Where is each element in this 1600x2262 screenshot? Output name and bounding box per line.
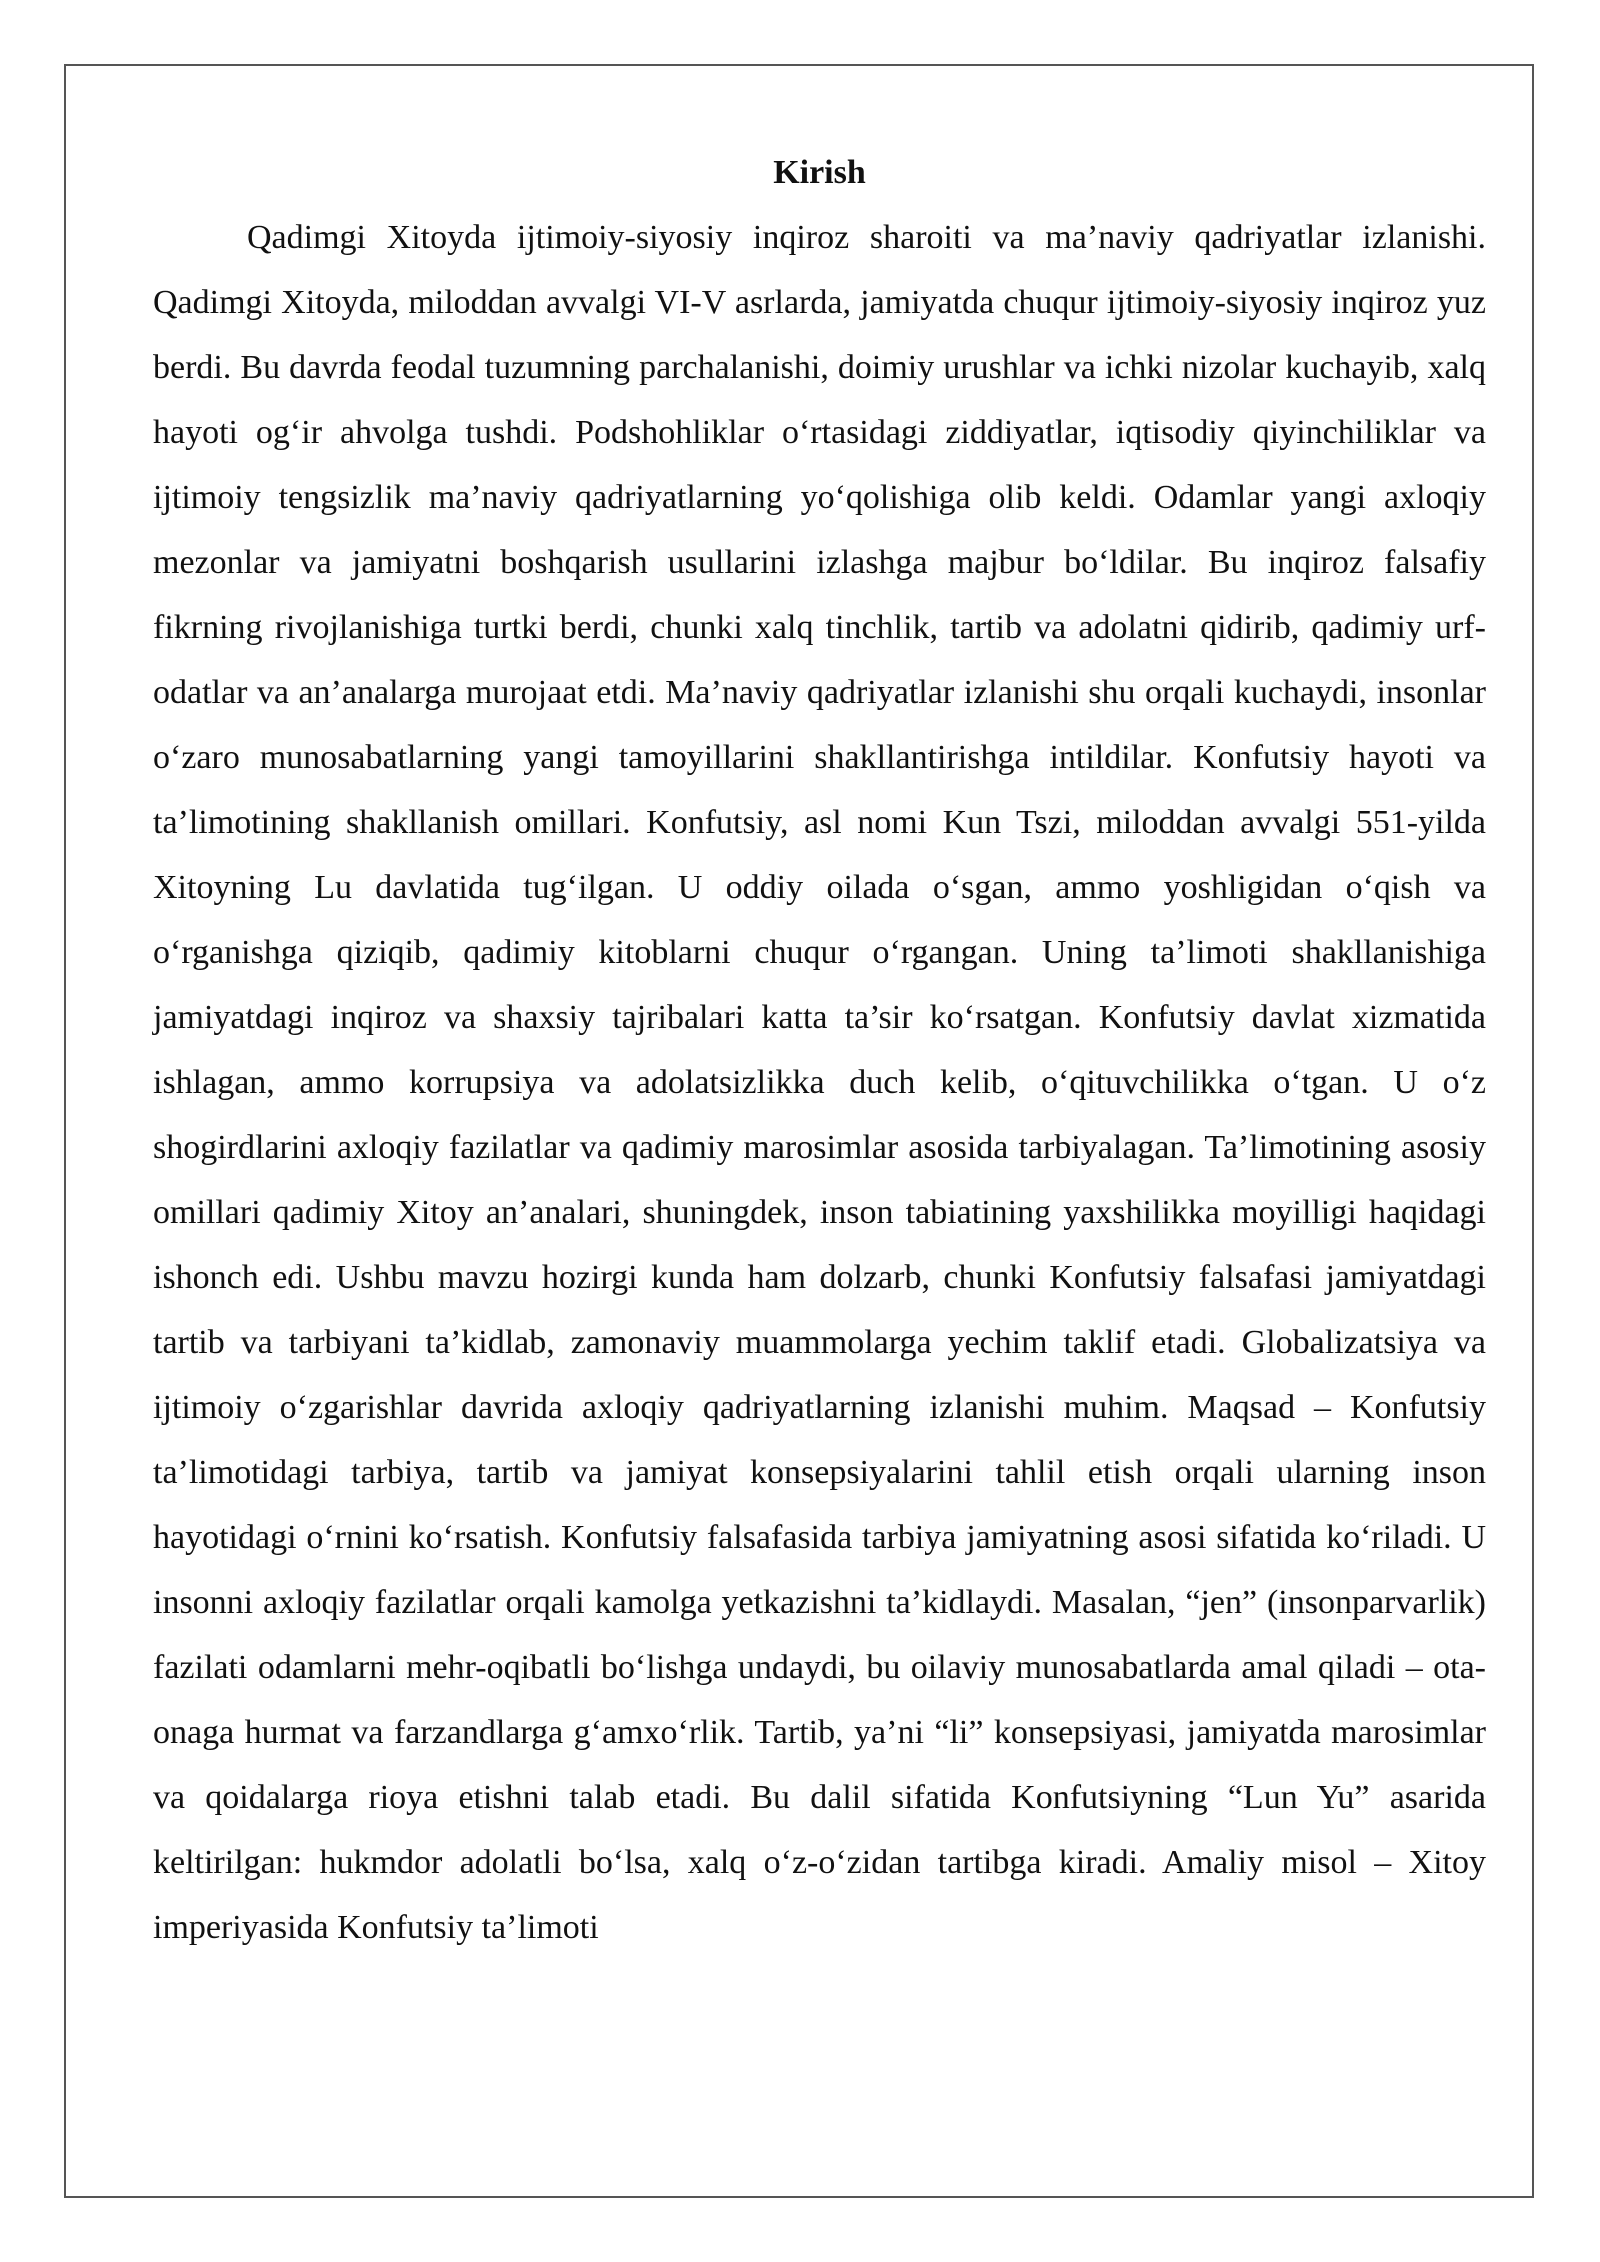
- page-content: [153, 140, 1486, 1960]
- body-paragraph: Qadimgi Xitoyda ijtimoiy-siyosiy inqiroz sharoiti va ma’naviy qadriyatlar izlanishi. Qadimgi Xitoyda, miloddan avvalgi VI-V asrlarda, jamiyatda chuqur ijtimoiy-siyosiy inqiroz yuz berdi. Bu davrda feodal tuzumning parchalanishi, doimiy urushlar va ichki nizolar kuchayib, xalq hayoti og‘ir ahvolga tushdi. Podshohliklar o‘rtasidagi ziddiyatlar, iqtisodiy qiyinchiliklar va ijtimoiy tengsizlik ma’naviy qadriyatlarning yo‘qolishiga olib keldi. Odamlar yangi axloqiy mezonlar va jamiyatni boshqarish usullarini izlashga majbur bo‘ldilar. Bu inqiroz falsafiy fikrning rivojlanishiga turtki berdi, chunki xalq tinchlik, tartib va adolatni qidirib, qadimiy urf-odatlar va an’analarga murojaat etdi. Ma’naviy qadriyatlar izlanishi shu orqali kuchaydi, insonlar o‘zaro munosabatlarning yangi tamoyillarini shakllantirishga intildilar. Konfutsiy hayoti va ta’limotining shakllanish omillari. Konfutsiy, asl nomi Kun Tszi, miloddan avvalgi 551-yilda Xitoyning Lu davlatida tug‘ilgan. U oddiy oilada o‘sgan, ammo yoshligidan o‘qish va o‘rganishga qiziqib, qadimiy kitoblarni chuqur o‘rgangan. Uning ta’limoti shakllanishiga jamiyatdagi inqiroz va shaxsiy tajribalari katta ta’sir ko‘rsatgan. Konfutsiy davlat xizmatida ishlagan, ammo korrupsiya va adolatsizlikka duch kelib, o‘qituvchilikka o‘tgan. U o‘z shogirdlarini axloqiy fazilatlar va qadimiy marosimlar asosida tarbiyalagan. Ta’limotining asosiy omillari qadimiy Xitoy an’analari, shuningdek, inson tabiatining yaxshilikka moyilligi haqidagi ishonch edi. Ushbu mavzu hozirgi kunda ham dolzarb, chunki Konfutsiy falsafasi jamiyatdagi tartib va tarbiyani ta’kidlab, zamonaviy muammolarga yechim taklif etadi. Globalizatsiya va ijtimoiy o‘zgarishlar davrida axloqiy qadriyatlarning izlanishi muhim. Maqsad – Konfutsiy ta’limotidagi tarbiya, tartib va jamiyat konsepsiyalarini tahlil etish orqali ularning inson hayotidagi o‘rnini ko‘rsatish. Konfutsiy falsafasida tarbiya jamiyatning asosi sifatida ko‘riladi. U insonni axloqiy fazilatlar orqali kamolga yetkazishni ta’kidlaydi. Masalan, “jen” (insonparvarlik) fazilati odamlarni mehr-oqibatli bo‘lishga undaydi, bu oilaviy munosabatlarda amal qiladi – ota-onaga hurmat va farzandlarga g‘amxo‘rlik. Tartib, ya’ni “li” konsepsiyasi, jamiyatda marosimlar va qoidalarga rioya etishni talab etadi. Bu dalil sifatida Konfutsiyning “Lun Yu” asarida keltirilgan: hukmdor adolatli bo‘lsa, xalq o‘z-o‘zidan tartibga kiradi. Amaliy misol – Xitoy imperiyasida Konfutsiy ta’limoti: [153, 219, 1486, 1946]
- section-heading: Kirish: [773, 154, 866, 191]
